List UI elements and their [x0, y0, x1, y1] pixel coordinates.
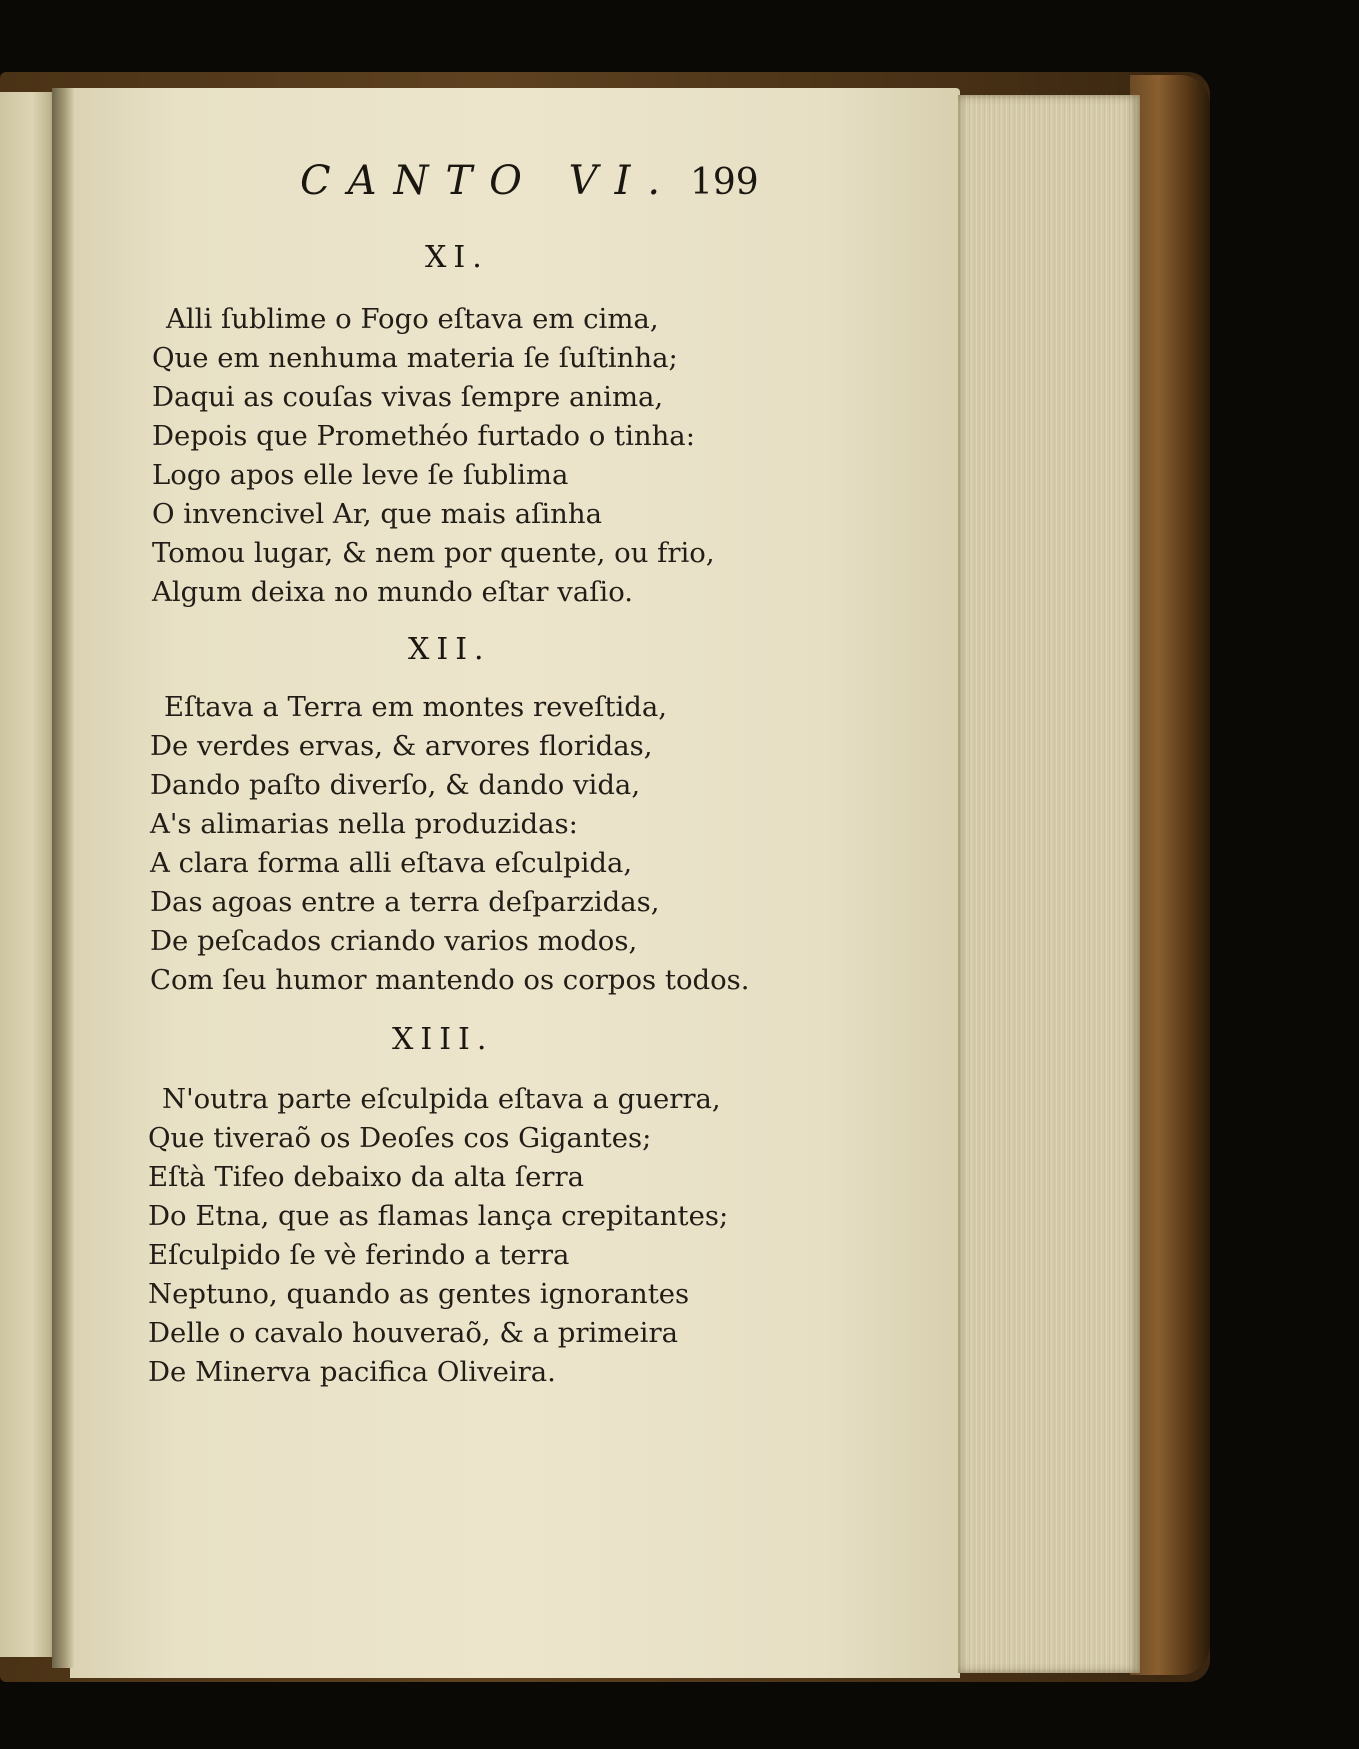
verse-line: A's alimarias nella produzidas: — [150, 808, 578, 840]
stanza-verse — [150, 688, 770, 1000]
verse-line: De Minerva pacifica Oliveira. — [148, 1356, 556, 1388]
stanza-number: XIII. — [392, 1022, 494, 1057]
verse-line: Logo apos elle leve ſe ſublima — [152, 459, 569, 491]
left-page-edge — [0, 92, 58, 1657]
verse-line: O invencivel Ar, que mais aſinha — [152, 498, 602, 530]
verse-line: Com ſeu humor mantendo os corpos todos. — [150, 964, 750, 996]
verse-line: Do Etna, que as flamas lança crepitantes; — [148, 1200, 729, 1232]
verse-line: De peſcados criando varios modos, — [150, 925, 638, 957]
stanza-number: XII. — [408, 632, 491, 667]
running-header-title: CANTO VI. — [300, 158, 678, 204]
verse-line: Eſtà Tifeo debaixo da alta ſerra — [148, 1161, 585, 1193]
verse-line: Neptuno, quando as gentes ignorantes — [148, 1278, 690, 1310]
verse-line: Eſculpido ſe vè ferindo a terra — [148, 1239, 570, 1271]
verse-line: Algum deixa no mundo eſtar vaſio. — [152, 576, 634, 608]
verse-line: Delle o cavalo houveraõ, & a primeira — [148, 1317, 679, 1349]
verse-line: A clara forma alli eſtava eſculpida, — [150, 847, 633, 879]
verse-line: Alli ſublime o Fogo eſtava em cima, — [166, 303, 659, 335]
page-number: 199 — [690, 162, 759, 203]
verse-line: Daqui as couſas vivas ſempre anima, — [152, 381, 664, 413]
stanza-verse — [148, 1080, 768, 1392]
stanza-verse — [152, 300, 772, 612]
page-edges — [958, 95, 1140, 1673]
book-gutter — [52, 88, 74, 1668]
verse-line: De verdes ervas, & arvores floridas, — [150, 730, 653, 762]
verse-line: Eſtava a Terra em montes reveſtida, — [164, 691, 668, 723]
verse-line: Das agoas entre a terra deſparzidas, — [150, 886, 660, 918]
verse-line: Que em nenhuma materia ſe ſuſtinha; — [152, 342, 678, 374]
book-spine-edge — [1130, 75, 1210, 1675]
verse-line: Tomou lugar, & nem por quente, ou frio, — [152, 537, 715, 569]
verse-line: Dando paſto diverſo, & dando vida, — [150, 769, 641, 801]
stanza-number: XI. — [425, 240, 489, 275]
verse-line: N'outra parte eſculpida eſtava a guerra, — [162, 1083, 721, 1115]
verse-line: Depois que Promethéo furtado o tinha: — [152, 420, 695, 452]
verse-line: Que tiveraõ os Deoſes cos Gigantes; — [148, 1122, 652, 1154]
